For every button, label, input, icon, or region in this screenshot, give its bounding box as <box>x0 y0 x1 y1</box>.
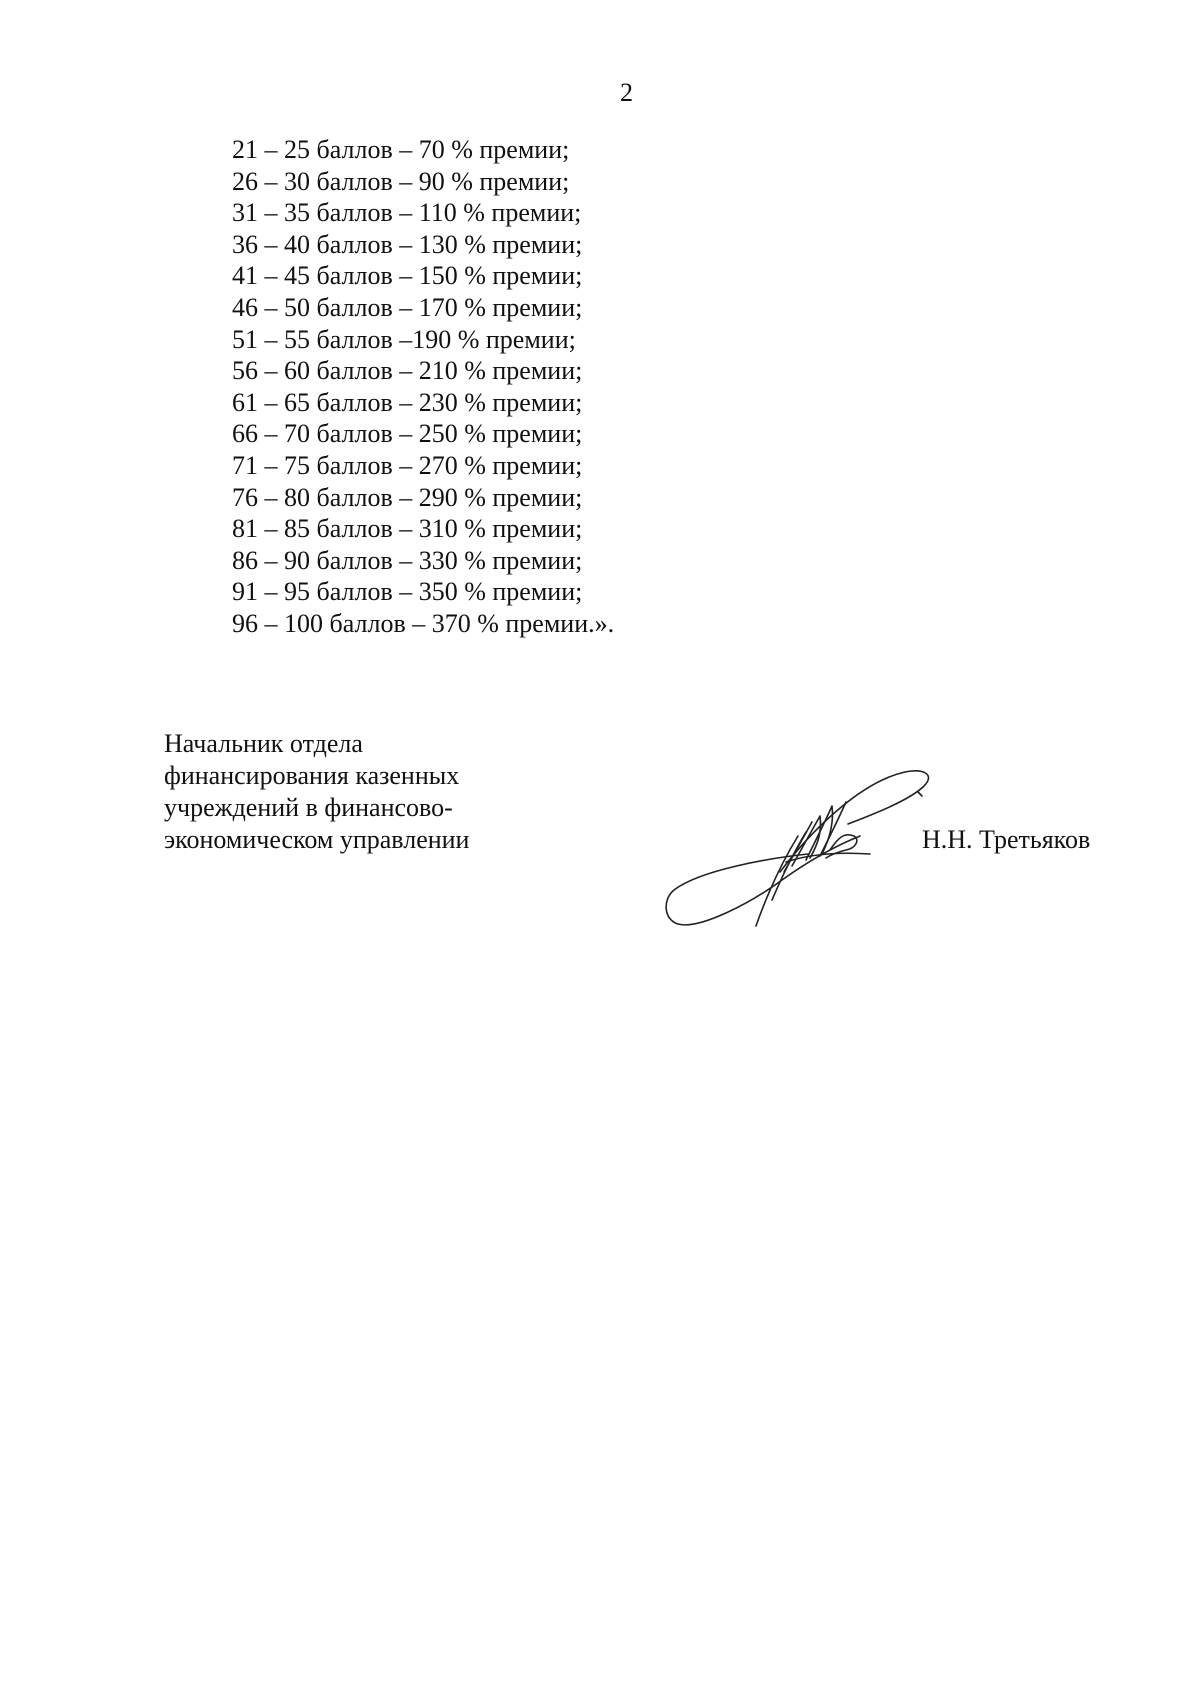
list-item: 46 – 50 баллов – 170 % премии; <box>232 292 583 322</box>
signatory-title-line: экономическом управлении <box>164 825 470 854</box>
list-item: 91 – 95 баллов – 350 % премии; <box>232 577 583 607</box>
list-item: 66 – 70 баллов – 250 % премии; <box>232 419 583 449</box>
bonus-scale-list <box>232 134 614 640</box>
page-number: 2 <box>620 78 633 107</box>
handwritten-signature <box>660 762 940 942</box>
signatory-title-line: Начальник отдела <box>164 729 363 758</box>
signatory-title-line: финансирования казенных <box>164 761 460 790</box>
list-item: 36 – 40 баллов – 130 % премии; <box>232 229 583 259</box>
list-item: 21 – 25 баллов – 70 % премии; <box>232 135 570 164</box>
list-item: 96 – 100 баллов – 370 % премии.». <box>232 608 615 638</box>
list-item: 71 – 75 баллов – 270 % премии; <box>232 450 583 480</box>
list-item: 56 – 60 баллов – 210 % премии; <box>232 356 583 386</box>
list-item: 51 – 55 баллов –190 % премии; <box>232 324 576 354</box>
list-item: 86 – 90 баллов – 330 % премии; <box>232 545 583 575</box>
list-item: 41 – 45 баллов – 150 % премии; <box>232 261 583 291</box>
signatory-title <box>164 728 469 856</box>
signatory-title-line: учреждений в финансово- <box>164 793 453 822</box>
list-item: 26 – 30 баллов – 90 % премии; <box>232 166 570 196</box>
list-item: 61 – 65 баллов – 230 % премии; <box>232 387 583 417</box>
signatory-name: Н.Н. Третьяков <box>922 825 1091 854</box>
list-item: 76 – 80 баллов – 290 % премии; <box>232 482 583 512</box>
list-item: 81 – 85 баллов – 310 % премии; <box>232 514 583 544</box>
list-item: 31 – 35 баллов – 110 % премии; <box>232 198 582 228</box>
